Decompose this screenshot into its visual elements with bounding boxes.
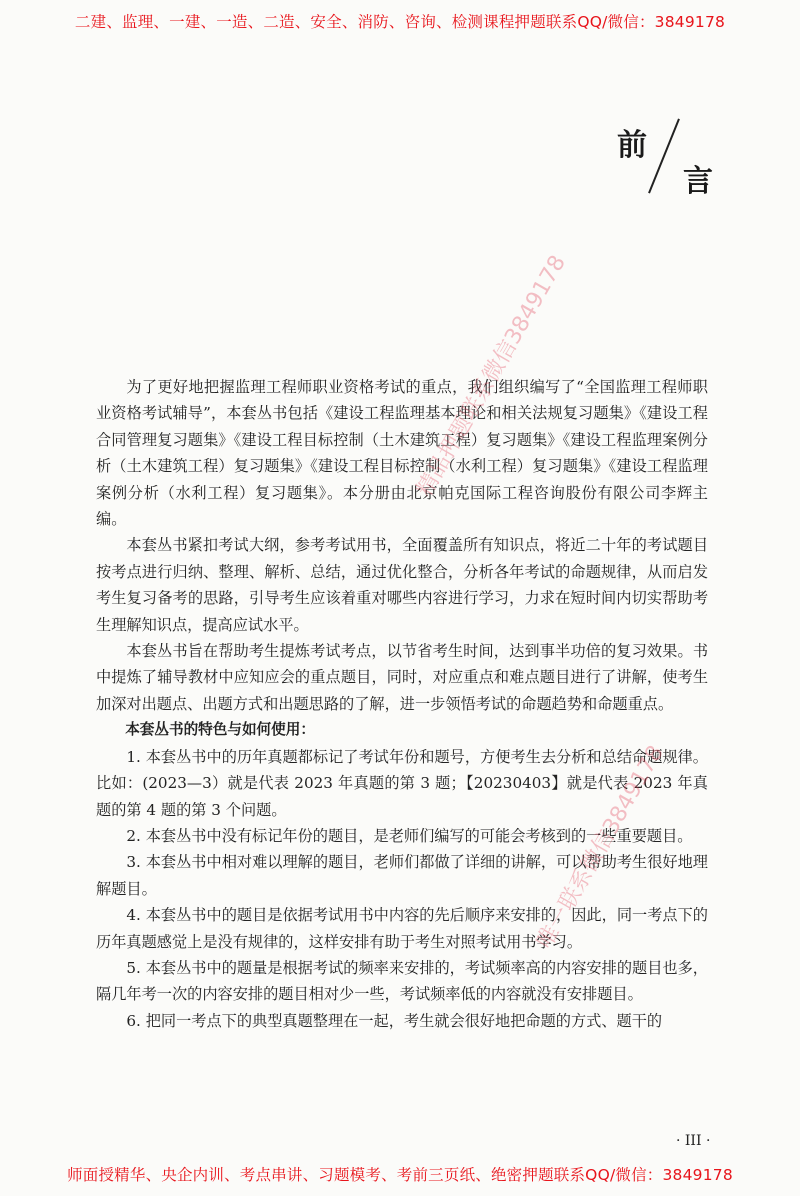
list-item: 6. 把同一考点下的典型真题整理在一起，考生就会很好地把命题的方式、题干的: [126, 1011, 663, 1030]
page-title-char-1: 前: [617, 128, 647, 163]
section-heading: 本套丛书的特色与如何使用：: [125, 721, 315, 739]
list-item: 1. 本套丛书中的历年真题都标记了考试年份和题号，方便考生去分析和总结命题规律。比如：(2023—3）就是代表 2023 年真题的第 3 题；【20230403】就是代表 2023 年真题的第 4 题的第 3 个问题。: [96, 747, 708, 819]
paragraph: 为了更好地把握监理工程师职业资格考试的重点，我们组织编写了“全国监理工程师职业资格考试辅导”，本套丛书包括《建设工程监理基本理论和相关法规复习题集》《建设工程合同管理复习题集》《建设工程目标控制（土木建筑工程）复习题集》《建设工程监理案例分析（土木建筑工程）复习题集》《建设工程目标控制（水利工程）复习题集》《建设工程监理案例分析（水利工程）复习题集》。本分册由北京帕克国际工程咨询股份有限公司李辉主编。: [96, 378, 708, 529]
paragraph: 本套丛书紧扣考试大纲，参考考试用书，全面覆盖所有知识点，将近二十年的考试题目按考点进行归纳、整理、解析、总结，通过优化整合，分析各年考试的命题规律，从而启发考生复习备考的思路，引导考生应该着重对哪些内容进行学习，力求在短时间内切实帮助考生理解知识点，提高应试水平。: [96, 536, 708, 634]
preface-body: [96, 374, 708, 1034]
paragraph: 本套丛书旨在帮助考生提炼考试考点，以节省考生时间，达到事半功倍的复习效果。书中提炼了辅导教材中应知应会的重点题目，同时，对应重点和难点题目进行了讲解，使考生加深对出题点、出题方式和出题思路的了解，进一步领悟考试的命题趋势和命题重点。: [96, 642, 708, 713]
list-item: 2. 本套丛书中没有标记年份的题目，是老师们编写的可能会考核到的一些重要题目。: [126, 826, 693, 845]
watermark-text: 精品押题联系微信3849178: [412, 251, 571, 501]
list-item: 3. 本套丛书中相对难以理解的题目，老师们都做了详细的讲解，可以帮助考生很好地理解题目。: [96, 853, 708, 898]
list-item: 5. 本套丛书中的题量是根据考试的频率来安排的，考试频率高的内容安排的题目也多，隔几年考一次的内容安排的题目相对少一些，考试频率低的内容就没有安排题目。: [96, 958, 708, 1004]
watermark-text: 唯一联系微信3849178: [532, 741, 669, 953]
top-banner: 二建、监理、一建、一造、二造、安全、消防、咨询、检测课程押题联系QQ/微信：3849178: [74, 13, 726, 31]
page-title-char-2: 言: [683, 164, 713, 199]
bottom-banner: 师面授精华、央企内训、考点串讲、习题模考、考前三页纸、绝密押题联系QQ/微信：3849178: [67, 1166, 733, 1184]
title-divider-slash: [648, 119, 680, 194]
page-number: · III ·: [676, 1133, 711, 1149]
list-item: 4. 本套丛书中的题目是依据考试用书中内容的先后顺序来安排的，因此，同一考点下的历年真题感觉上是没有规律的，这样安排有助于考生对照考试用书学习。: [96, 906, 708, 951]
